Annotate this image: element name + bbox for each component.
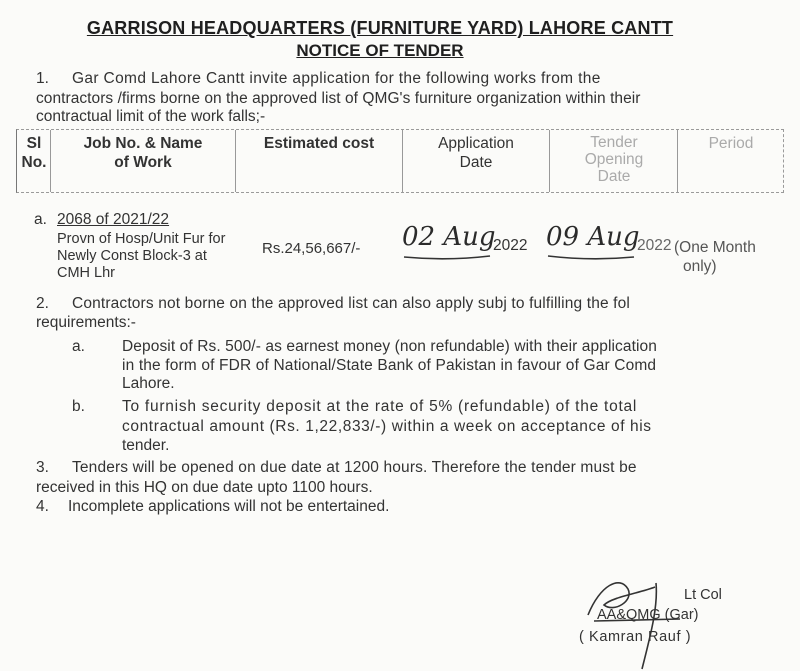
- signatory-name: ( Kamran Rauf ): [579, 629, 692, 645]
- notice-subtitle: NOTICE OF TENDER: [296, 41, 464, 60]
- para-2-line-1: Contractors not borne on the approved list can also apply subj to fulfilling the fol: [72, 295, 631, 312]
- notice-heading: GARRISON HEADQUARTERS (FURNITURE YARD) LAHORE CANTT: [86, 18, 674, 38]
- opening-date-underline: [546, 252, 636, 262]
- requirement-b-line-2: contractual amount (Rs. 1,22,833/-) within a week on acceptance of his: [122, 418, 652, 435]
- column-divider: [235, 130, 236, 192]
- row-work-line-3: CMH Lhr: [57, 265, 116, 281]
- signatory-rank: Lt Col: [684, 587, 722, 603]
- row-period-line-1: (One Month: [674, 239, 756, 256]
- para-4-line-1: Incomplete applications will not be entertained.: [68, 498, 390, 515]
- para-1-line-1: Gar Comd Lahore Cantt invite application for the following works from the: [72, 70, 601, 87]
- signatory-appointment: AA&QMG (Gar): [597, 607, 699, 623]
- column-divider: [549, 130, 550, 192]
- tender-table-header: [16, 129, 784, 193]
- row-work-line-2: Newly Const Block-3 at: [57, 248, 207, 264]
- para-2-number: 2.: [36, 295, 49, 312]
- row-period-line-2: only): [683, 258, 717, 275]
- application-year: 2022: [493, 237, 528, 254]
- header-application-date: Application Date: [438, 135, 514, 171]
- row-sl: a.: [34, 211, 47, 228]
- row-estimated-cost: Rs.24,56,667/-: [262, 240, 361, 257]
- para-4-number: 4.: [36, 498, 49, 515]
- row-job-number: 2068 of 2021/22: [57, 211, 170, 228]
- para-1-number: 1.: [36, 70, 49, 87]
- header-period: Period: [708, 135, 754, 152]
- column-divider: [677, 130, 678, 192]
- row-work-line-1: Provn of Hosp/Unit Fur for: [57, 231, 226, 247]
- requirement-b-line-1: To furnish security deposit at the rate of 5% (refundable) of the total: [122, 398, 638, 415]
- requirement-a-line-3: Lahore.: [122, 375, 175, 392]
- para-3-number: 3.: [36, 459, 49, 476]
- header-sl-no: Sl No.: [21, 135, 47, 171]
- para-2-line-2: requirements:-: [36, 314, 136, 331]
- para-1-line-2: contractors /firms borne on the approved list of QMG's furniture organization within their: [36, 90, 641, 107]
- application-date-underline: [402, 252, 492, 262]
- header-job-name: Job No. & Name of Work: [83, 135, 203, 171]
- requirement-b-line-3: tender.: [122, 437, 170, 454]
- requirement-a-line-1: Deposit of Rs. 500/- as earnest money (non refundable) with their application: [122, 338, 657, 355]
- requirement-a-marker: a.: [72, 338, 85, 355]
- application-date-handwritten: 02 Aug: [402, 222, 496, 252]
- opening-date-handwritten: 09 Aug: [546, 222, 640, 252]
- column-divider: [50, 130, 51, 192]
- para-3-line-1: Tenders will be opened on due date at 1200 hours. Therefore the tender must be: [72, 459, 637, 476]
- requirement-b-marker: b.: [72, 398, 85, 415]
- column-divider: [402, 130, 403, 192]
- header-estimated-cost: Estimated cost: [263, 135, 375, 152]
- para-1-line-3: contractual limit of the work falls;-: [36, 108, 266, 125]
- header-tender-opening-date: Tender Opening Date: [584, 134, 644, 185]
- opening-year: 2022: [637, 237, 672, 254]
- requirement-a-line-2: in the form of FDR of National/State Bank of Pakistan in favour of Gar Comd: [122, 357, 657, 374]
- para-3-line-2: received in this HQ on due date upto 1100 hours.: [36, 479, 373, 496]
